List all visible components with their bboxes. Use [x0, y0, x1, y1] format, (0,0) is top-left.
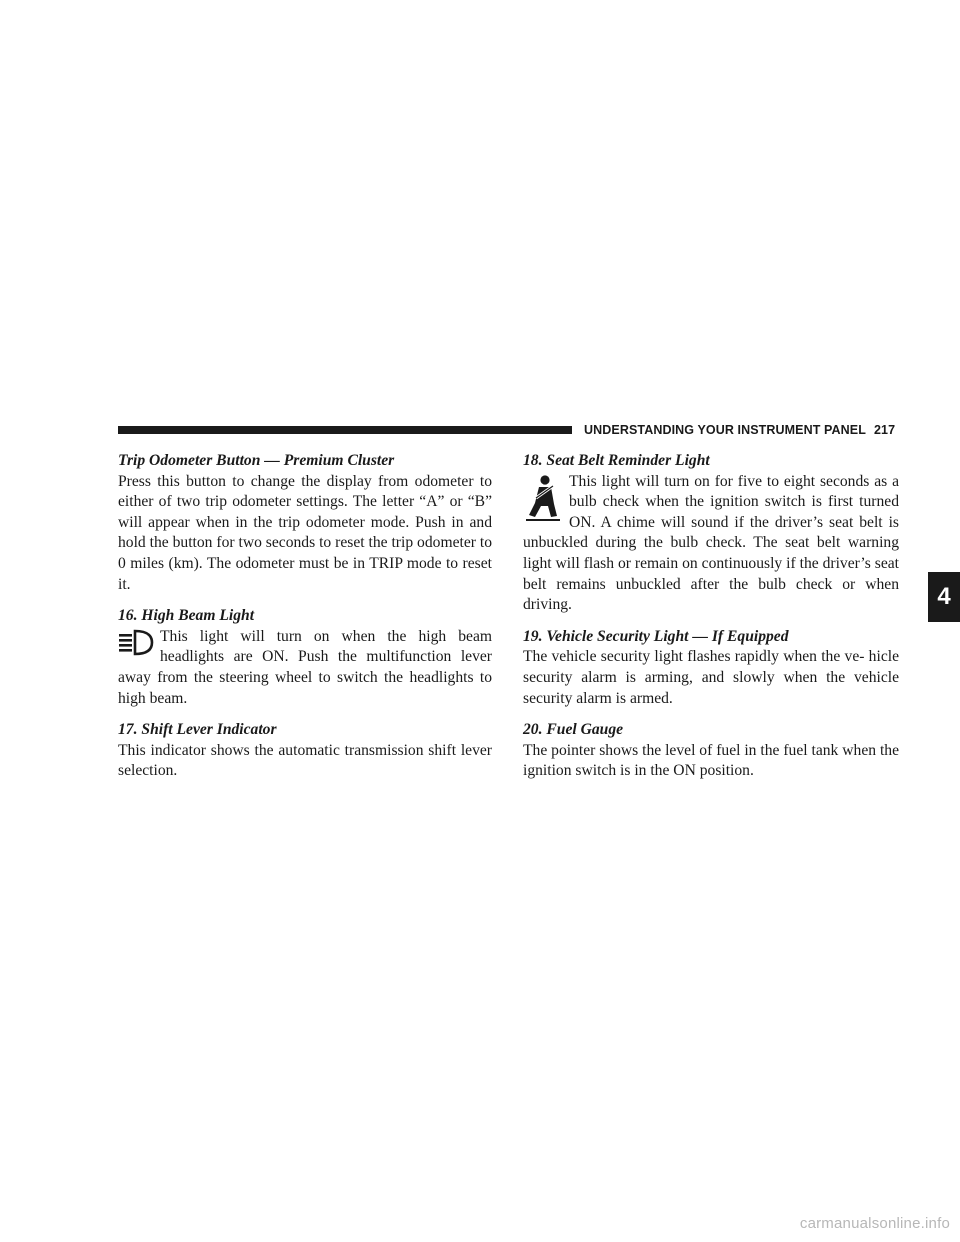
watermark: carmanualsonline.info — [799, 1215, 950, 1232]
section-heading: 20. Fuel Gauge — [523, 721, 624, 739]
section-body: The pointer shows the level of fuel in the fuel tank when the ignition switch is in the ON position. — [523, 741, 899, 780]
section-title: UNDERSTANDING YOUR INSTRUMENT PANEL — [584, 423, 866, 437]
section-body: This indicator shows the automatic transmission shift lever selection. — [118, 741, 492, 780]
section-body: The vehicle security light flashes rapidly when the ve- hicle security alarm is arming, and slowly when the vehicle security alarm is armed. — [523, 648, 899, 707]
section-body: This light will turn on when the high beam headlights are ON. Push the multifunction lever away from the steering wheel to switch the headlights to high beam. — [118, 627, 492, 707]
section-seat-belt — [523, 451, 899, 616]
header-rule — [118, 426, 572, 434]
page-number: 217 — [873, 423, 896, 437]
section-body: This light will turn on for five to eight seconds as a bulb check when the ignition switch is first turned ON. A chime will sound if the driver’s seat belt is unbuckled during the bulb check. The seat belt warning light will flash or remain on continuously if the driver’s seat belt remains unbuckled after the bulb check or when driving. — [523, 472, 899, 614]
running-header — [584, 423, 895, 437]
section-heading: 17. Shift Lever Indicator — [118, 721, 277, 739]
section-heading: Trip Odometer Button — Premium Cluster — [118, 452, 395, 469]
chapter-tab: 4 — [928, 572, 960, 622]
high-beam-icon — [118, 629, 154, 659]
right-column — [523, 451, 899, 793]
section-trip-odometer — [118, 451, 492, 595]
left-column — [118, 451, 492, 793]
section-fuel-gauge — [523, 720, 899, 782]
section-vehicle-security — [523, 627, 899, 709]
section-body: Press this button to change the display from odometer to either of two trip odometer settings. The letter “A” or “B” will appear when in the trip odometer mode. Push in and hold the button for two seconds to reset the trip odometer to 0 miles (km). The odometer must be in TRIP mode to reset it. — [118, 472, 492, 593]
section-heading: 18. Seat Belt Reminder Light — [523, 452, 710, 469]
section-heading: 16. High Beam Light — [118, 607, 255, 625]
section-high-beam — [118, 606, 492, 709]
section-shift-lever — [118, 720, 492, 782]
section-heading: 19. Vehicle Security Light — If Equipped — [523, 627, 789, 645]
seat-belt-icon — [523, 474, 569, 522]
